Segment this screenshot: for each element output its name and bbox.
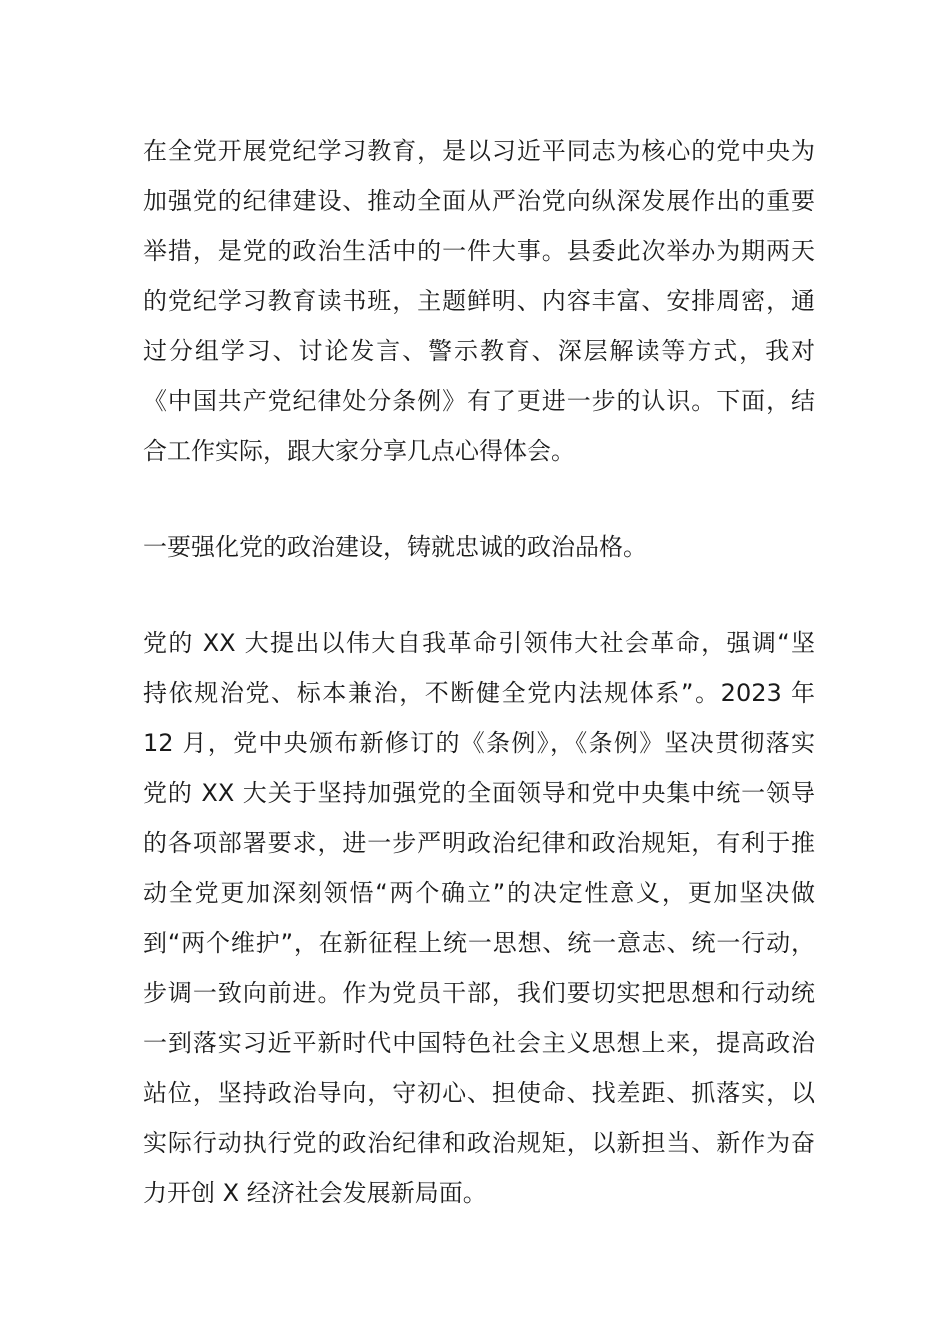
paragraph-line: 举措，是党的政治生活中的一件大事。县委此次举办为期两天	[143, 237, 815, 265]
paragraph-line: 的党纪学习教育读书班，主题鲜明、内容丰富、安排周密，通	[143, 287, 815, 315]
paragraph-line: 过分组学习、讨论发言、警示教育、深层解读等方式，我对	[143, 337, 815, 365]
paragraph-line: 党的 XX 大提出以伟大自我革命引领伟大社会革命，强调“坚	[143, 629, 815, 657]
paragraph-line: 加强党的纪律建设、推动全面从严治党向纵深发展作出的重要	[143, 187, 815, 215]
paragraph-spacer	[143, 572, 815, 618]
paragraph-line: 力开创 X 经济社会发展新局面。	[143, 1179, 487, 1207]
paragraph-line: 步调一致向前进。作为党员干部，我们要切实把思想和行动统	[143, 979, 815, 1007]
paragraph-line: 站位，坚持政治导向，守初心、担使命、找差距、抓落实，以	[143, 1079, 815, 1107]
paragraph-spacer	[143, 476, 815, 522]
paragraph-line: 在全党开展党纪学习教育，是以习近平同志为核心的党中央为	[143, 137, 815, 165]
section-heading	[143, 522, 815, 572]
paragraph-line: 动全党更加深刻领悟“两个确立”的决定性意义，更加坚决做	[143, 879, 815, 907]
paragraph-line: 《中国共产党纪律处分条例》有了更进一步的认识。下面，结	[143, 387, 815, 415]
paragraph-line: 到“两个维护”，在新征程上统一思想、统一意志、统一行动，	[143, 929, 815, 957]
intro-paragraph	[143, 126, 815, 476]
paragraph-line: 实际行动执行党的政治纪律和政治规矩，以新担当、新作为奋	[143, 1129, 815, 1157]
paragraph-line: 持依规治党、标本兼治，不断健全党内法规体系”。2023 年	[143, 679, 815, 707]
heading-line: 一要强化党的政治建设，铸就忠诚的政治品格。	[143, 533, 647, 561]
paragraph-line: 12 月，党中央颁布新修订的《条例》，《条例》坚决贯彻落实	[143, 729, 815, 757]
paragraph-line: 合工作实际，跟大家分享几点心得体会。	[143, 437, 575, 465]
document-body	[143, 126, 815, 1218]
paragraph-line: 一到落实习近平新时代中国特色社会主义思想上来，提高政治	[143, 1029, 815, 1057]
paragraph-line: 党的 XX 大关于坚持加强党的全面领导和党中央集中统一领导	[143, 779, 815, 807]
paragraph-line: 的各项部署要求，进一步严明政治纪律和政治规矩，有利于推	[143, 829, 815, 857]
body-paragraph	[143, 618, 815, 1218]
